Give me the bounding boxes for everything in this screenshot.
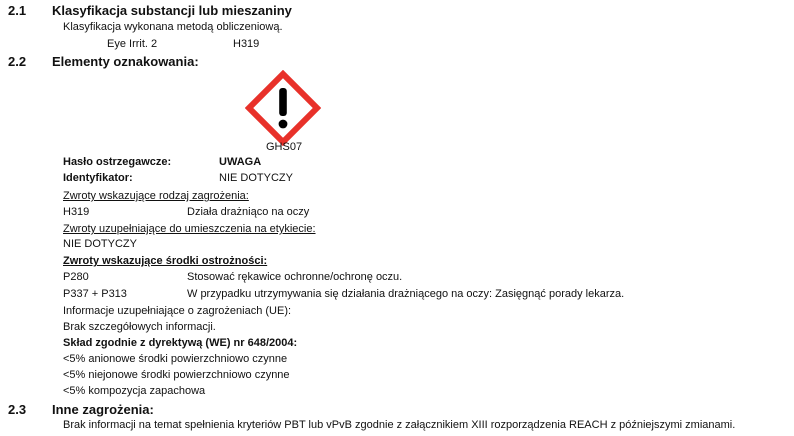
section-2-3-heading: Inne zagrożenia: xyxy=(52,402,154,417)
other-hazards-text: Brak informacji na temat spełnienia kryteriów PBT lub vPvB zgodnie z załącznikiem XIII rozporządzenia REACH z późniejszymi zmianami. xyxy=(63,419,736,431)
composition-title: Skład zgodnie z dyrektywą (WE) nr 648/2004: xyxy=(63,337,298,349)
section-2-2-number: 2.2 xyxy=(8,54,27,69)
pictogram-label: GHS07 xyxy=(266,141,303,153)
precautionary-title: Zwroty wskazujące środki ostrożności: xyxy=(63,255,268,267)
section-2-2-heading: Elementy oznakowania: xyxy=(52,54,199,69)
eu-info-title: Informacje uzupełniające o zagrożeniach (UE): xyxy=(63,305,292,317)
precautionary-code: P280 xyxy=(63,271,89,283)
section-2-3-number: 2.3 xyxy=(8,402,27,417)
precautionary-text: W przypadku utrzymywania się działania drażniącego na oczy: Zasięgnąć porady lekarza. xyxy=(187,288,625,300)
hazard-statement-text: Działa drażniąco na oczy xyxy=(187,206,310,218)
identifier-label: Identyfikator: xyxy=(63,172,133,184)
signal-word-value: UWAGA xyxy=(219,156,262,168)
hazard-class-code: H319 xyxy=(233,38,260,50)
precautionary-code: P337 + P313 xyxy=(63,288,127,300)
hazard-statements-title: Zwroty wskazujące rodzaj zagrożenia: xyxy=(63,190,249,202)
precautionary-text: Stosować rękawice ochronne/ochronę oczu. xyxy=(187,271,403,283)
supplementary-value: NIE DOTYCZY xyxy=(63,238,137,250)
eu-info-value: Brak szczegółowych informacji. xyxy=(63,321,216,333)
composition-item: <5% kompozycja zapachowa xyxy=(63,385,206,397)
hazard-statement-code: H319 xyxy=(63,206,90,218)
supplementary-title: Zwroty uzupełniające do umieszczenia na etykiecie: xyxy=(63,223,316,235)
composition-item: <5% anionowe środki powierzchniowo czynne xyxy=(63,353,288,365)
identifier-value: NIE DOTYCZY xyxy=(219,172,293,184)
composition-item: <5% niejonowe środki powierzchniowo czynne xyxy=(63,369,290,381)
hazard-class: Eye Irrit. 2 xyxy=(107,38,158,50)
classification-note: Klasyfikacja wykonana metodą obliczeniową. xyxy=(63,21,283,33)
section-2-1-number: 2.1 xyxy=(8,3,27,18)
section-2-1-heading: Klasyfikacja substancji lub mieszaniny xyxy=(52,3,292,18)
signal-word-label: Hasło ostrzegawcze: xyxy=(63,156,172,168)
ghs07-exclamation-icon xyxy=(245,70,321,146)
